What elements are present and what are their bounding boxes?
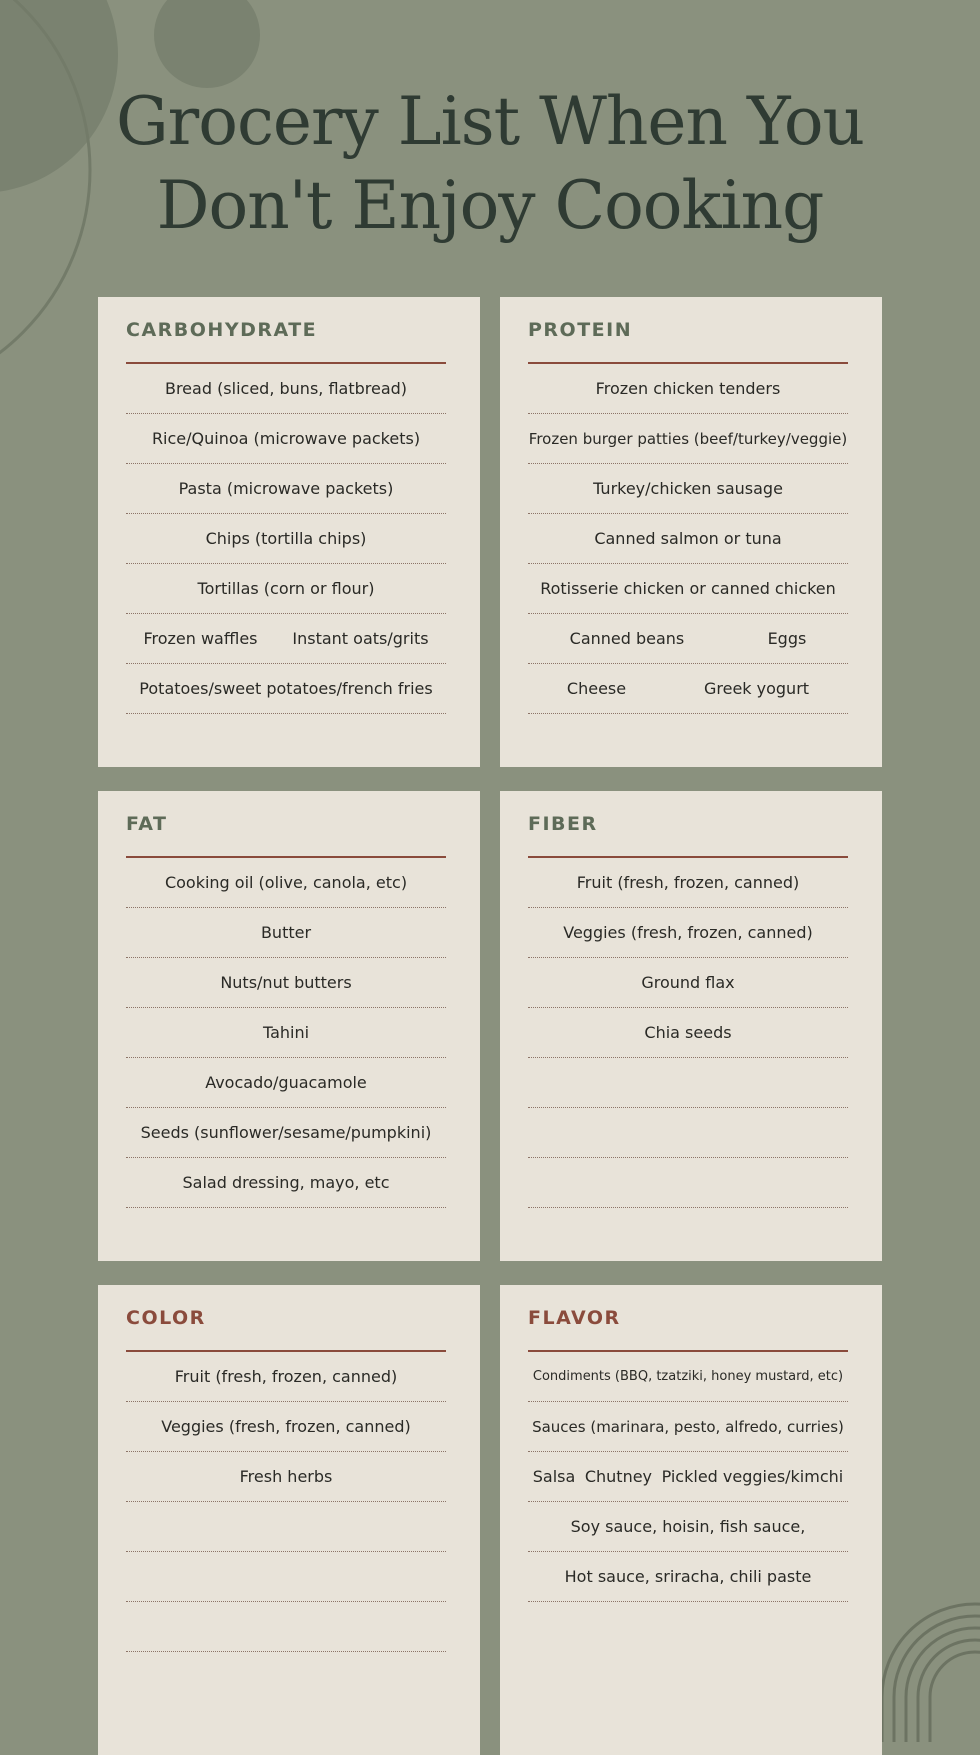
- list-item: [528, 1502, 848, 1552]
- item-text: Seeds (sunflower/sesame/pumpkini): [140, 1123, 432, 1142]
- item-text: Veggies (fresh, frozen, canned): [563, 923, 813, 942]
- item-text: Veggies (fresh, frozen, canned): [161, 1417, 411, 1436]
- list-item: [528, 564, 848, 614]
- list-item: [528, 664, 848, 714]
- list-item: [528, 464, 848, 514]
- item-text: Salsa: [532, 1467, 576, 1486]
- list-item: [126, 1402, 446, 1452]
- card-fat: [98, 791, 480, 1261]
- item-text: Canned beans: [569, 629, 685, 648]
- item-text: Nuts/nut butters: [220, 973, 352, 992]
- card-heading: FLAVOR: [528, 1307, 621, 1329]
- item-text: Avocado/guacamole: [205, 1073, 367, 1092]
- empty-line: [528, 1108, 848, 1158]
- item-text: Cheese: [566, 679, 627, 698]
- item-text: Frozen chicken tenders: [595, 379, 781, 398]
- item-text: Soy sauce, hoisin, fish sauce,: [570, 1517, 806, 1536]
- item-text: Pickled veggies/kimchi: [661, 1467, 844, 1486]
- item-text: Canned salmon or tuna: [594, 529, 782, 548]
- list-item: [126, 858, 446, 908]
- item-text: Salad dressing, mayo, etc: [182, 1173, 390, 1192]
- item-text: Ground flax: [641, 973, 735, 992]
- item-text: Pasta (microwave packets): [178, 479, 394, 498]
- empty-line: [126, 1602, 446, 1652]
- title-line-2: Don't Enjoy Cooking: [156, 167, 824, 244]
- item-text: Chutney: [584, 1467, 653, 1486]
- list-item: [126, 514, 446, 564]
- item-text: Butter: [260, 923, 312, 942]
- list-item: [528, 1008, 848, 1058]
- list-item: [528, 908, 848, 958]
- item-list: [126, 1352, 446, 1652]
- empty-line: [528, 1158, 848, 1208]
- list-item: [126, 958, 446, 1008]
- item-text: Cooking oil (olive, canola, etc): [164, 873, 408, 892]
- item-list: [528, 1352, 848, 1602]
- list-item: [126, 664, 446, 714]
- card-carbohydrate: [98, 297, 480, 767]
- item-text: Turkey/chicken sausage: [593, 479, 783, 498]
- card-color: [98, 1285, 480, 1755]
- item-text: Instant oats/grits: [292, 629, 429, 648]
- list-item: [126, 1352, 446, 1402]
- title-line-1: Grocery List When You: [115, 83, 865, 160]
- card-heading: COLOR: [126, 1307, 206, 1329]
- item-text: Sauces (marinara, pesto, alfredo, curries): [532, 1417, 844, 1436]
- list-item: [126, 464, 446, 514]
- list-item: [528, 414, 848, 464]
- card-heading: CARBOHYDRATE: [126, 319, 318, 341]
- card-fiber: [500, 791, 882, 1261]
- item-text: Fresh herbs: [239, 1467, 333, 1486]
- list-item: [126, 1008, 446, 1058]
- item-text: Fruit (fresh, frozen, canned): [174, 1367, 398, 1386]
- list-item: [528, 1352, 848, 1402]
- list-item: [126, 1452, 446, 1502]
- list-item: [126, 364, 446, 414]
- item-text: Condiments (BBQ, tzatziki, honey mustard, etc): [532, 1369, 844, 1384]
- list-item: [528, 1402, 848, 1452]
- list-item: [528, 614, 848, 664]
- list-item: [126, 1158, 446, 1208]
- list-item: [528, 958, 848, 1008]
- card-heading: FAT: [126, 813, 168, 835]
- item-text: Tortillas (corn or flour): [197, 579, 375, 598]
- decorative-arches: [880, 1602, 980, 1742]
- item-text: Chia seeds: [644, 1023, 732, 1042]
- item-list: [126, 364, 446, 714]
- list-item: [528, 1552, 848, 1602]
- card-flavor: [500, 1285, 882, 1755]
- item-text: Chips (tortilla chips): [205, 529, 367, 548]
- list-item: [126, 564, 446, 614]
- empty-line: [528, 1058, 848, 1108]
- list-item: [126, 908, 446, 958]
- list-item: [126, 1108, 446, 1158]
- list-item: [528, 364, 848, 414]
- list-item: [126, 614, 446, 664]
- empty-line: [126, 1552, 446, 1602]
- card-heading: FIBER: [528, 813, 598, 835]
- item-list: [126, 858, 446, 1208]
- item-text: Tahini: [262, 1023, 310, 1042]
- item-text: Potatoes/sweet potatoes/french fries: [139, 679, 433, 698]
- item-text: Bread (sliced, buns, flatbread): [164, 379, 408, 398]
- item-text: Eggs: [767, 629, 807, 648]
- item-text: Frozen burger patties (beef/turkey/veggie): [528, 429, 848, 448]
- list-item: [528, 858, 848, 908]
- list-item: [528, 514, 848, 564]
- list-item: [126, 414, 446, 464]
- item-text: Rotisserie chicken or canned chicken: [540, 579, 836, 598]
- empty-line: [126, 1502, 446, 1552]
- card-heading: PROTEIN: [528, 319, 633, 341]
- list-item: [126, 1058, 446, 1108]
- item-text: Fruit (fresh, frozen, canned): [576, 873, 800, 892]
- item-list: [528, 858, 848, 1208]
- item-text: Greek yogurt: [703, 679, 810, 698]
- card-protein: [500, 297, 882, 767]
- item-text: Hot sauce, sriracha, chili paste: [564, 1567, 812, 1586]
- page-title: [0, 80, 980, 248]
- list-item: [528, 1452, 848, 1502]
- item-list: [528, 364, 848, 714]
- item-text: Rice/Quinoa (microwave packets): [151, 429, 421, 448]
- item-text: Frozen waffles: [143, 629, 258, 648]
